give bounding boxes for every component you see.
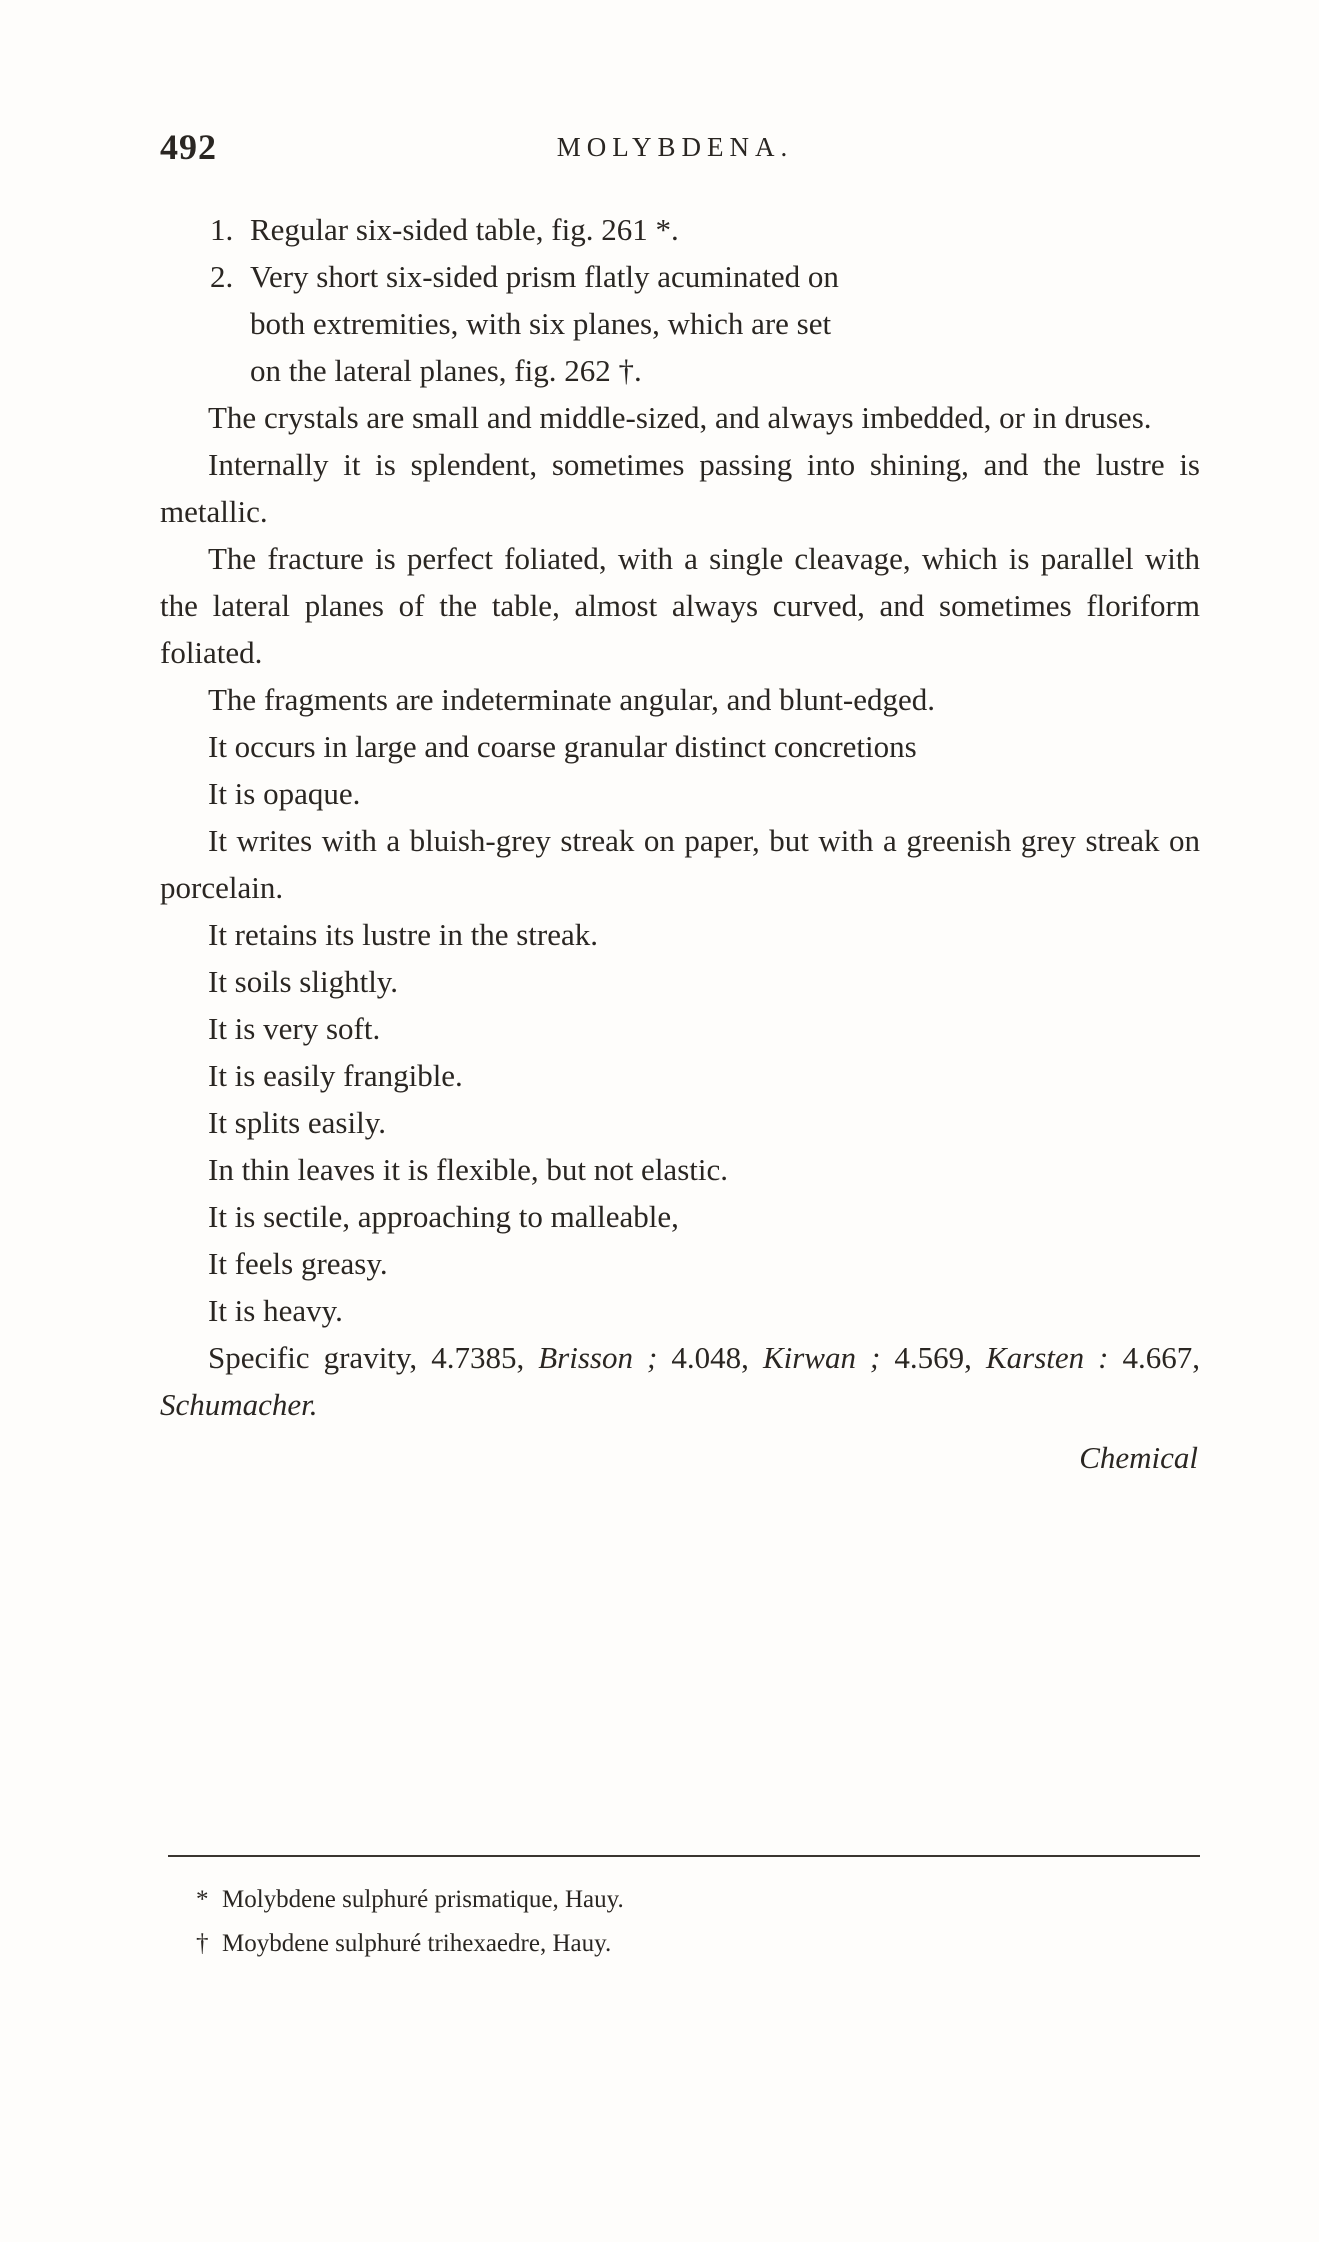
list-line: Very short six-sided prism flatly acuminated on <box>250 259 839 294</box>
sg-value: 4.569, <box>894 1340 972 1375</box>
paragraph-lustre-streak: It retains its lustre in the streak. <box>208 917 598 952</box>
footnote-text: Moybdene sulphuré trihexaedre, Hauy. <box>222 1930 612 1957</box>
paragraph-sectile: It is sectile, approaching to malleable, <box>208 1199 679 1234</box>
catchword: Chemical <box>1079 1440 1198 1475</box>
footnote <box>196 1878 1176 1922</box>
page-header <box>160 126 1190 176</box>
footnote-mark: † <box>196 1930 209 1957</box>
list-line: Regular six-sided table, fig. 261 *. <box>250 212 679 247</box>
paragraph-lustre: Internally it is splendent, sometimes passing into shining, and the lustre is metallic. <box>160 447 1200 529</box>
paragraph-greasy: It feels greasy. <box>208 1246 388 1281</box>
footnote <box>196 1922 1176 1966</box>
sg-authority: Schumacher. <box>160 1387 318 1422</box>
paragraph-specific-gravity <box>160 1334 1200 1428</box>
page-number: 492 <box>160 127 217 167</box>
footnote-mark: * <box>196 1886 209 1913</box>
paragraph-fragments: The fragments are indeterminate angular, and blunt-edged. <box>208 682 935 717</box>
list-item <box>210 253 1200 394</box>
list-line: on the lateral planes, fig. 262 †. <box>250 353 642 388</box>
sg-authority: Kirwan ; <box>762 1340 881 1375</box>
paragraph-flexible: In thin leaves it is flexible, but not elastic. <box>208 1152 728 1187</box>
paragraph-concretions: It occurs in large and coarse granular distinct concretions <box>208 729 917 764</box>
paragraph-crystals: The crystals are small and middle-sized, and always imbedded, or in druses. <box>208 400 1152 435</box>
paragraph-streak: It writes with a bluish-grey streak on paper, but with a greenish grey streak on porcelain. <box>160 823 1200 905</box>
paragraph-splits: It splits easily. <box>208 1105 386 1140</box>
sg-value: 4.667, <box>1122 1340 1201 1375</box>
paragraph-frangible: It is easily frangible. <box>208 1058 463 1093</box>
footnote-rule <box>168 1855 1200 1857</box>
sg-value: 4.048, <box>671 1340 749 1375</box>
list-item <box>210 206 1200 253</box>
body-text <box>160 206 1200 1481</box>
sg-label: Specific gravity, <box>208 1340 432 1375</box>
list-number: 2. <box>210 259 234 294</box>
sg-authority: Brisson ; <box>538 1340 658 1375</box>
sg-value: 4.7385, <box>431 1340 525 1375</box>
list-number: 1. <box>210 212 234 247</box>
paragraph-opaque: It is opaque. <box>208 776 361 811</box>
list-line: both extremities, with six planes, which are set <box>250 306 832 341</box>
paragraph-fracture: The fracture is perfect foliated, with a single cleavage, which is parallel with the lateral planes of the table, almost always curved, and sometimes floriform foliated. <box>160 541 1200 670</box>
footnotes <box>196 1878 1176 1966</box>
paragraph-heavy: It is heavy. <box>208 1293 343 1328</box>
sg-authority: Karsten : <box>985 1340 1109 1375</box>
paragraph-soft: It is very soft. <box>208 1011 381 1046</box>
footnote-text: Molybdene sulphuré prismatique, Hauy. <box>222 1886 624 1913</box>
paragraph-soils: It soils slightly. <box>208 964 399 999</box>
running-head: MOLYBDENA. <box>556 132 794 162</box>
